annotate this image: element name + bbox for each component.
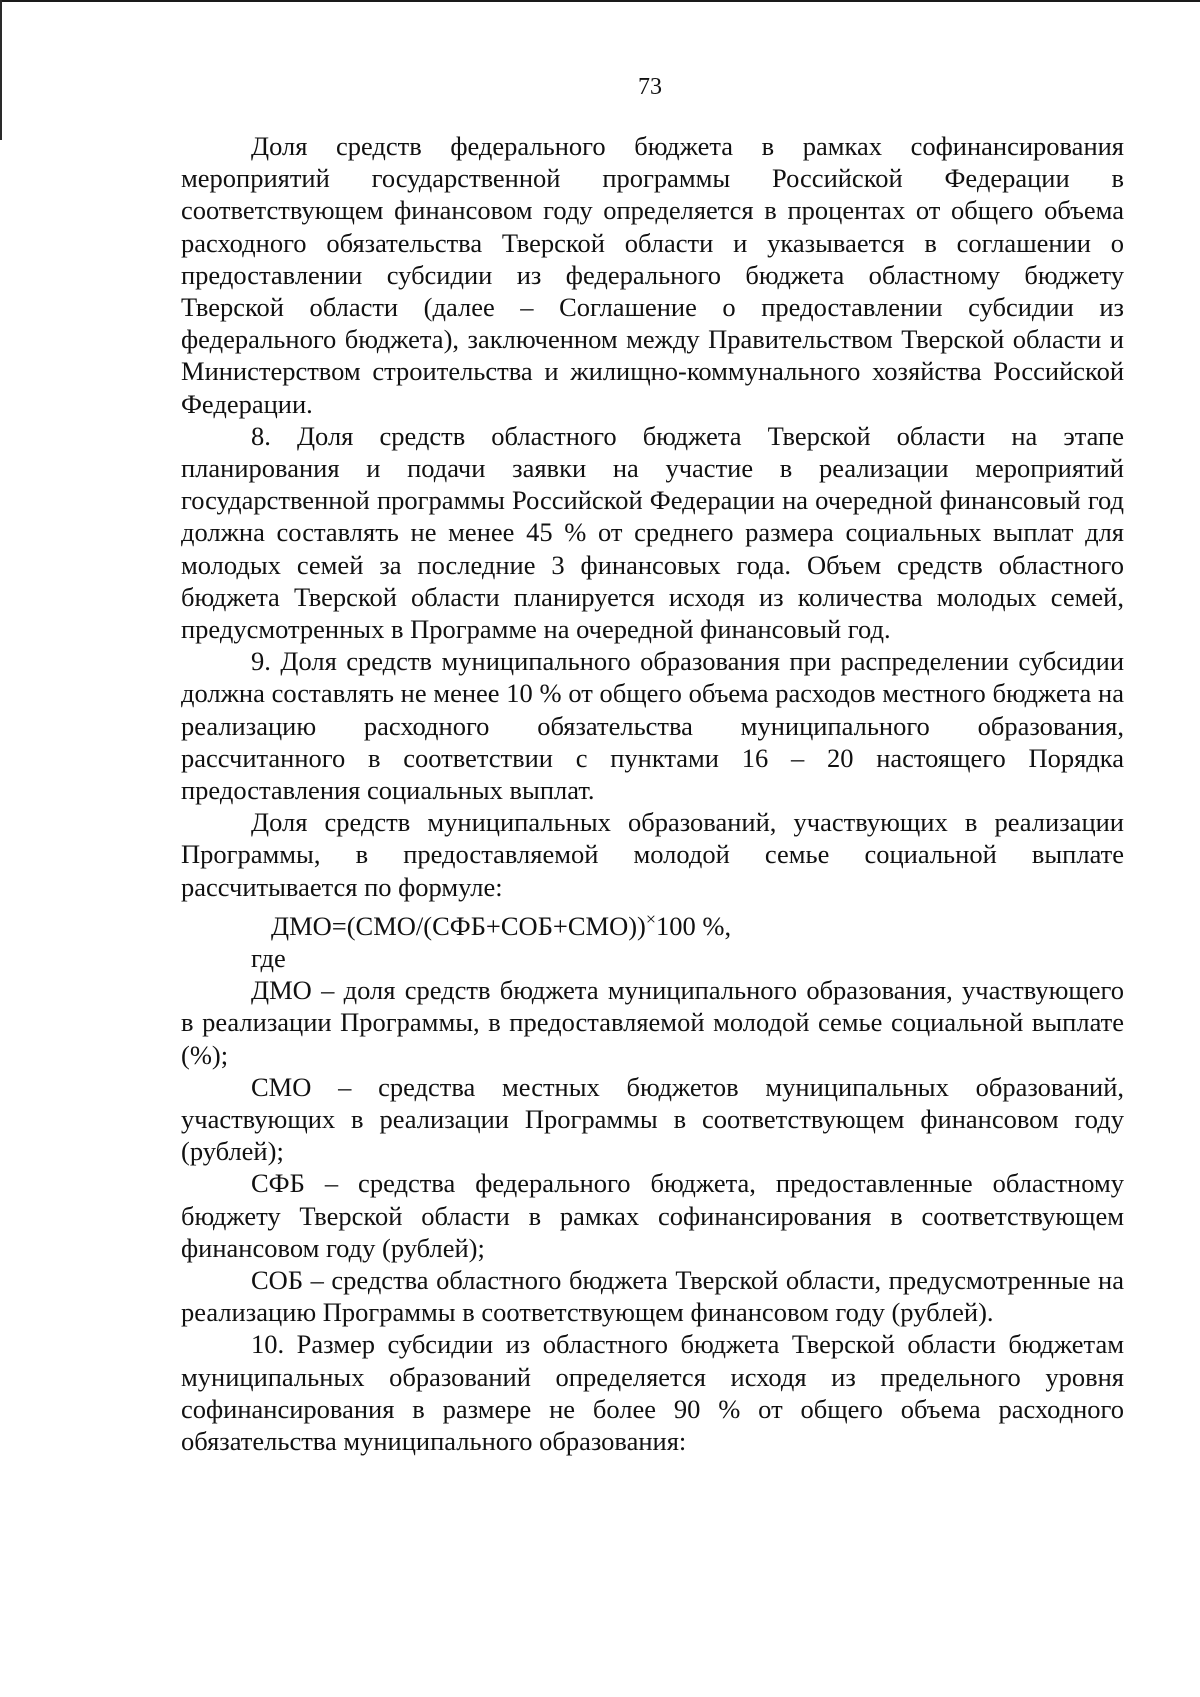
definition-sob: СОБ – средства областного бюджета Тверской области, предусмотренные на реализацию Программы в соответствующем финансовом году (рублей). (181, 1264, 1124, 1328)
scan-border-top (0, 0, 1200, 2)
paragraph-10-subsidy-size: 10. Размер субсидии из областного бюджета Тверской области бюджетам муниципальных образований определяется исходя из предельного уровня софинансирования в размере не более 90 % от общего объема расходного обязательства муниципального образования: (181, 1329, 1124, 1456)
formula-multiply-sign: × (645, 908, 657, 929)
formula (181, 903, 1124, 942)
page-number: 73 (638, 74, 662, 100)
scan-border-left (0, 0, 2, 140)
formula-result: 100 %, (656, 910, 732, 941)
definition-dmo: ДМО – доля средств бюджета муниципального образования, участвующего в реализации Программы, в предоставляемой молодой семье социальной выплате (%); (181, 975, 1124, 1070)
definition-smo: СМО – средства местных бюджетов муниципальных образований, участвующих в реализации Программы в соответствующем финансовом году (рублей); (181, 1071, 1124, 1167)
document-body (181, 130, 1124, 1457)
definition-sfb: СФБ – средства федерального бюджета, предоставленные областному бюджету Тверской области в рамках софинансирования в соответствующем финансовом году (рублей); (181, 1168, 1124, 1263)
paragraph-8-regional-share: 8. Доля средств областного бюджета Тверской области на этапе планирования и подачи заявки на участие в реализации мероприятий государственной программы Российской Федерации на очередной финансовый год должна составлять не менее 45 % от среднего размера социальных выплат для молодых семей за последние 3 финансовых года. Объем средств областного бюджета Тверской области планируется исходя из количества молодых семей, предусмотренных в Программе на очередной финансовый год. (181, 420, 1124, 645)
formula-expression: ДМО=(СМО/(СФБ+СОБ+СМО)) (271, 910, 646, 941)
paragraph-formula-intro: Доля средств муниципальных образований, участвующих в реализации Программы, в предоставляемой молодой семье социальной выплате рассчитывается по формуле: (181, 807, 1124, 902)
paragraph-where: где (251, 942, 286, 973)
paragraph-9-municipal-share: 9. Доля средств муниципального образования при распределении субсидии должна составлять не менее 10 % от общего объема расходов местного бюджета на реализацию расходного обязательства муниципального образования, рассчитанного в соответствии с пунктами 16 – 20 настоящего Порядка предоставления социальных выплат. (181, 646, 1124, 806)
paragraph-federal-share: Доля средств федерального бюджета в рамках софинансирования мероприятий государственной программы Российской Федерации в соответствующем финансовом году определяется в процентах от общего объема расходного обязательства Тверской области и указывается в соглашении о предоставлении субсидии из федерального бюджета областному бюджету Тверской области (далее – Соглашение о предоставлении субсидии из федерального бюджета), заключенном между Правительством Тверской области и Министерством строительства и жилищно-коммунального хозяйства Российской Федерации. (181, 131, 1124, 419)
